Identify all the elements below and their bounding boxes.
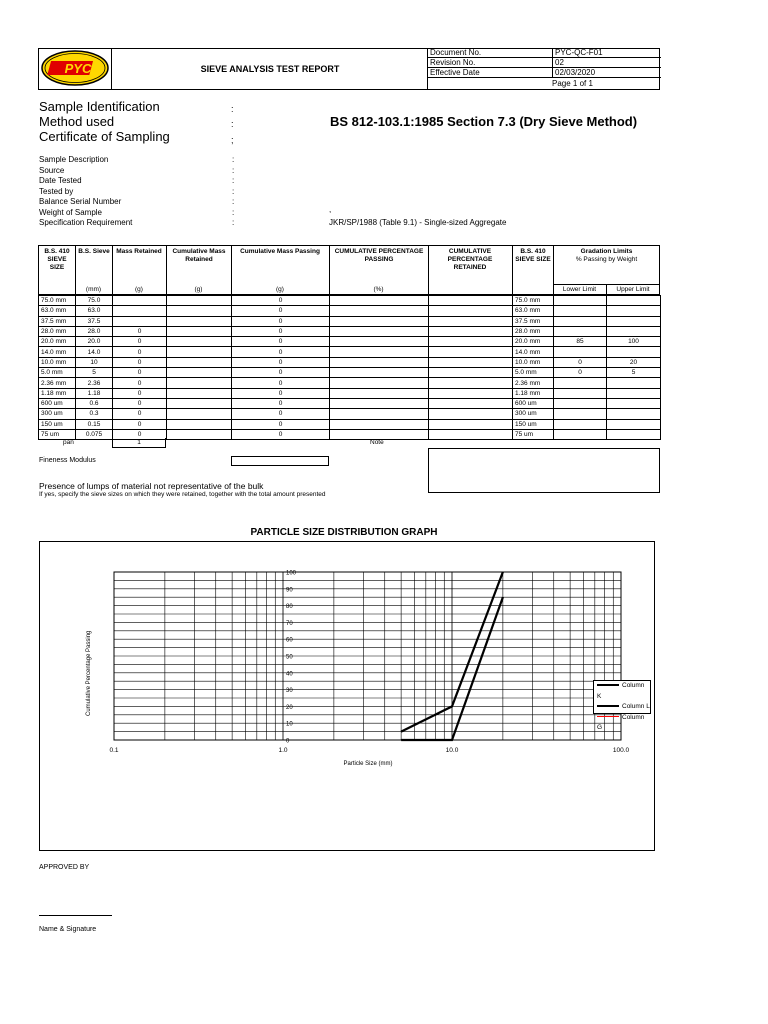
detail-tested-by: Tested by xyxy=(39,186,74,196)
cell-pct-pass[interactable] xyxy=(330,368,429,378)
detail-weight-of-sample: Weight of Sample xyxy=(39,207,102,217)
table-row xyxy=(39,398,661,408)
cell-pct-pass[interactable] xyxy=(330,398,429,408)
table-row xyxy=(39,419,661,429)
cell-size2[interactable]: 14.0 mm xyxy=(513,347,554,357)
x-tick-label: 0.1 xyxy=(109,747,119,754)
cell-cum-ret[interactable] xyxy=(167,296,232,306)
cell-lower[interactable] xyxy=(554,419,607,429)
header-lower-limit: Lower Limit xyxy=(562,286,597,293)
cell-cum-ret[interactable] xyxy=(167,429,232,439)
cell-pct-ret[interactable] xyxy=(429,357,513,367)
cell-mass[interactable]: 0 xyxy=(113,368,167,378)
cell-lower[interactable] xyxy=(554,378,607,388)
cell-upper[interactable] xyxy=(607,296,661,306)
cell-mass[interactable]: 0 xyxy=(113,419,167,429)
cell-lower[interactable]: 0 xyxy=(554,368,607,378)
cell-mass[interactable] xyxy=(113,296,167,306)
cell-mass[interactable]: 0 xyxy=(113,398,167,408)
cell-pct-ret[interactable] xyxy=(429,429,513,439)
table-row xyxy=(39,357,661,367)
cell-lower[interactable] xyxy=(554,429,607,439)
cell-lower[interactable]: 0 xyxy=(554,357,607,367)
unit-mm: (mm) xyxy=(85,286,102,293)
svg-text:PYC: PYC xyxy=(64,61,92,76)
legend-label: Column L xyxy=(622,703,650,710)
cell-cum-pass[interactable]: 0 xyxy=(232,419,330,429)
x-tick-label: 10.0 xyxy=(445,747,459,754)
cell-lower[interactable] xyxy=(554,296,607,306)
cell-mass[interactable] xyxy=(113,306,167,316)
cell-cum-pass[interactable]: 0 xyxy=(232,409,330,419)
page-number: Page 1 of 1 xyxy=(552,79,593,88)
company-logo xyxy=(40,50,110,88)
header-mass-retained: Mass Retained xyxy=(116,248,162,255)
cell-mass[interactable]: 0 xyxy=(113,347,167,357)
cell-upper[interactable] xyxy=(607,398,661,408)
colon: : xyxy=(232,176,235,185)
cell-size2[interactable]: 5.0 mm xyxy=(513,368,554,378)
cell-upper[interactable] xyxy=(607,419,661,429)
cell-mass[interactable]: 0 xyxy=(113,429,167,439)
cell-sieve[interactable]: 5 xyxy=(76,368,113,378)
cell-cum-pass[interactable]: 0 xyxy=(232,316,330,326)
cell-upper[interactable] xyxy=(607,388,661,398)
field-sample-identification: Sample Identification xyxy=(39,99,160,114)
cell-lower[interactable] xyxy=(554,388,607,398)
cell-pct-ret[interactable] xyxy=(429,398,513,408)
field-method-used: Method used xyxy=(39,114,115,129)
note-label: Note xyxy=(370,439,384,446)
signature-line[interactable] xyxy=(39,915,112,916)
legend-line-icon xyxy=(597,705,619,707)
cell-cum-ret[interactable] xyxy=(167,326,232,336)
cell-cum-ret[interactable] xyxy=(167,316,232,326)
cell-cum-ret[interactable] xyxy=(167,368,232,378)
cell-lower[interactable] xyxy=(554,398,607,408)
pan-cell: 1 xyxy=(112,438,166,448)
cell-pct-ret[interactable] xyxy=(429,347,513,357)
sieve-table-body xyxy=(38,295,661,440)
cell-size2[interactable]: 600 um xyxy=(513,398,554,408)
cell-pct-pass[interactable] xyxy=(330,326,429,336)
cell-size2[interactable]: 75 um xyxy=(513,429,554,439)
cell-cum-pass[interactable]: 0 xyxy=(232,398,330,408)
cell-size2[interactable]: 10.0 mm xyxy=(513,357,554,367)
x-tick-label: 1.0 xyxy=(278,747,288,754)
colon: : xyxy=(232,186,235,196)
cell-sieve[interactable]: 0.6 xyxy=(76,398,113,408)
cell-size[interactable]: 28.0 mm xyxy=(39,326,76,336)
col-divider xyxy=(512,245,513,295)
cell-sieve[interactable]: 2.36 xyxy=(76,378,113,388)
cell-mass[interactable]: 0 xyxy=(113,409,167,419)
cell-lower[interactable] xyxy=(554,347,607,357)
cell-size2[interactable]: 1.18 mm xyxy=(513,388,554,398)
cell-sieve[interactable]: 63.0 xyxy=(76,306,113,316)
meta-label-date: Effective Date xyxy=(430,68,480,77)
cell-mass[interactable] xyxy=(113,316,167,326)
cell-cum-ret[interactable] xyxy=(167,347,232,357)
colon: : xyxy=(232,207,235,217)
cell-pct-ret[interactable] xyxy=(429,296,513,306)
cell-size[interactable]: 1.18 mm xyxy=(39,388,76,398)
y-tick-label: 60 xyxy=(286,637,293,644)
colon: : xyxy=(232,165,235,175)
cell-size[interactable]: 300 um xyxy=(39,409,76,419)
cell-cum-ret[interactable] xyxy=(167,398,232,408)
note-box[interactable] xyxy=(428,448,660,493)
chart-legend xyxy=(593,680,651,731)
header-bs-sieve: B.S. Sieve xyxy=(78,248,110,255)
cell-size[interactable]: 600 um xyxy=(39,398,76,408)
cell-mass[interactable]: 0 xyxy=(113,337,167,347)
cell-cum-pass[interactable]: 0 xyxy=(232,306,330,316)
cell-pct-pass[interactable] xyxy=(330,409,429,419)
meta-divider xyxy=(552,48,553,78)
cell-cum-pass[interactable]: 0 xyxy=(232,378,330,388)
unit-g: (g) xyxy=(276,286,284,293)
table-row xyxy=(39,378,661,388)
y-tick-label: 70 xyxy=(286,620,293,627)
detail-sample-description: Sample Description xyxy=(39,155,109,164)
header-sieve-size: B.S. 410 SIEVE SIZE xyxy=(44,248,70,271)
cell-size[interactable]: 20.0 mm xyxy=(39,337,76,347)
cell-size[interactable]: 63.0 mm xyxy=(39,306,76,316)
cell-pct-pass[interactable] xyxy=(330,388,429,398)
cell-size2[interactable]: 150 um xyxy=(513,419,554,429)
cell-upper[interactable] xyxy=(607,409,661,419)
cell-upper[interactable]: 20 xyxy=(607,357,661,367)
cell-pct-ret[interactable] xyxy=(429,419,513,429)
cell-sieve[interactable]: 0.3 xyxy=(76,409,113,419)
cell-pct-pass[interactable] xyxy=(330,306,429,316)
colon: : xyxy=(232,155,235,164)
legend-label: Column K xyxy=(597,682,645,700)
cell-cum-pass[interactable]: 0 xyxy=(232,368,330,378)
cell-cum-ret[interactable] xyxy=(167,409,232,419)
legend-line-icon xyxy=(597,684,619,686)
header-cum-pct-retained: CUMULATIVE PERCENTAGE RETAINED xyxy=(447,248,493,271)
cell-lower[interactable] xyxy=(554,409,607,419)
cell-pct-ret[interactable] xyxy=(429,368,513,378)
detail-source: Source xyxy=(39,165,65,175)
y-tick-label: 20 xyxy=(286,704,293,711)
cell-pct-pass[interactable] xyxy=(330,378,429,388)
cell-pct-ret[interactable] xyxy=(429,388,513,398)
y-axis-label: Cumulative Percentage Passing xyxy=(86,630,92,716)
cell-sieve[interactable]: 10 xyxy=(76,357,113,367)
cell-upper[interactable] xyxy=(607,326,661,336)
y-tick-label: 90 xyxy=(286,587,293,594)
cell-lower[interactable] xyxy=(554,326,607,336)
header-cum-mass-retained: Cumulative Mass Retained xyxy=(172,248,226,263)
cell-upper[interactable] xyxy=(607,306,661,316)
cell-sieve[interactable]: 28.0 xyxy=(76,326,113,336)
cell-sieve[interactable]: 14.0 xyxy=(76,347,113,357)
legend-item-column-g xyxy=(597,713,650,734)
cell-upper[interactable]: 100 xyxy=(607,337,661,347)
fineness-modulus-label: Fineness Modulus xyxy=(39,457,96,464)
y-tick-label: 80 xyxy=(286,604,293,611)
cell-size2[interactable]: 20.0 mm xyxy=(513,337,554,347)
cell-sieve[interactable]: 20.0 xyxy=(76,337,113,347)
y-tick-label: 100 xyxy=(286,570,297,577)
header-gradation-limits: Gradation Limits xyxy=(580,248,633,255)
table-row xyxy=(39,388,661,398)
cell-cum-pass[interactable]: 0 xyxy=(232,429,330,439)
cell-upper[interactable] xyxy=(607,378,661,388)
cell-sieve[interactable]: 1.18 xyxy=(76,388,113,398)
field-certificate-of-sampling: Certificate of Sampling xyxy=(39,129,170,144)
particle-size-chart xyxy=(39,541,655,851)
cell-pct-ret[interactable] xyxy=(429,306,513,316)
legend-label: Column G xyxy=(597,713,645,731)
y-tick-label: 0 xyxy=(286,738,290,745)
cell-size[interactable]: 14.0 mm xyxy=(39,347,76,357)
cell-pct-pass[interactable] xyxy=(330,316,429,326)
cell-sieve[interactable]: 75.0 xyxy=(76,296,113,306)
unit-g: (g) xyxy=(194,286,203,293)
table-row xyxy=(39,316,661,326)
cell-cum-ret[interactable] xyxy=(167,306,232,316)
cell-cum-pass[interactable]: 0 xyxy=(232,337,330,347)
name-signature-label: Name & Signature xyxy=(39,926,97,933)
cell-cum-ret[interactable] xyxy=(167,337,232,347)
cell-size[interactable]: 5.0 mm xyxy=(39,368,76,378)
y-tick-label: 10 xyxy=(286,721,293,728)
cell-pct-ret[interactable] xyxy=(429,409,513,419)
cell-pct-ret[interactable] xyxy=(429,337,513,347)
chart-title: PARTICLE SIZE DISTRIBUTION GRAPH xyxy=(250,527,438,538)
header-gradation-sub: % Passing by Weight xyxy=(575,256,638,263)
table-row xyxy=(39,409,661,419)
colon: : xyxy=(231,104,234,114)
table-row xyxy=(39,368,661,378)
detail-balance-serial: Balance Serial Number xyxy=(39,197,122,206)
table-row xyxy=(39,326,661,336)
cell-pct-pass[interactable] xyxy=(330,357,429,367)
meta-label-doc: Document No. xyxy=(430,48,482,57)
meta-value-date: 02/03/2020 xyxy=(555,68,596,77)
cell-upper[interactable] xyxy=(607,347,661,357)
cell-size2[interactable]: 300 um xyxy=(513,409,554,419)
cell-size[interactable]: 150 um xyxy=(39,419,76,429)
detail-specification: Specification Requirement xyxy=(39,218,133,227)
meta-block xyxy=(427,48,660,90)
cell-size[interactable]: 75.0 mm xyxy=(39,296,76,306)
cell-size[interactable]: 75 um xyxy=(39,429,76,439)
method-value: BS 812-103.1:1985 Section 7.3 (Dry Sieve Method) xyxy=(330,114,638,129)
cell-mass[interactable]: 0 xyxy=(113,378,167,388)
cell-sieve[interactable]: 0.075 xyxy=(76,429,113,439)
table-row xyxy=(39,296,661,306)
y-tick-label: 40 xyxy=(286,671,293,678)
cell-mass[interactable]: 0 xyxy=(113,357,167,367)
header-cum-mass-passing: Cumulative Mass Passing xyxy=(240,248,320,255)
cell-size[interactable]: 10.0 mm xyxy=(39,357,76,367)
header-cum-pct-passing: CUMULATIVE PERCENTAGE PASSING xyxy=(334,248,424,263)
table-row xyxy=(39,306,661,316)
cell-lower[interactable] xyxy=(554,316,607,326)
cell-sieve[interactable]: 37.5 xyxy=(76,316,113,326)
legend-marker-icon xyxy=(597,716,619,717)
cell-size2[interactable]: 37.5 mm xyxy=(513,316,554,326)
unit-g: (g) xyxy=(135,286,143,293)
cell-pct-ret[interactable] xyxy=(429,326,513,336)
approved-by: APPROVED BY xyxy=(39,864,90,871)
x-axis-label: Particle Size (mm) xyxy=(343,761,393,767)
colon: : xyxy=(232,197,235,206)
x-tick-label: 100.0 xyxy=(612,747,630,754)
cell-upper[interactable] xyxy=(607,429,661,439)
meta-value-doc: PYC-QC-F01 xyxy=(555,48,603,57)
cell-size[interactable]: 37.5 mm xyxy=(39,316,76,326)
cell-lower[interactable]: 85 xyxy=(554,337,607,347)
specification-value: JKR/SP/1988 (Table 9.1) - Single-sized Aggregate xyxy=(329,218,507,227)
cell-cum-pass[interactable]: 0 xyxy=(232,388,330,398)
cell-cum-pass[interactable]: 0 xyxy=(232,326,330,336)
weight-value: , xyxy=(329,205,332,214)
detail-date-tested: Date Tested xyxy=(39,176,82,185)
cell-cum-ret[interactable] xyxy=(167,378,232,388)
cell-pct-pass[interactable] xyxy=(330,347,429,357)
cell-size[interactable]: 2.36 mm xyxy=(39,378,76,388)
cell-cum-ret[interactable] xyxy=(167,357,232,367)
table-row xyxy=(39,337,661,347)
colon: : xyxy=(232,218,235,227)
cell-pct-ret[interactable] xyxy=(429,316,513,326)
cell-mass[interactable]: 0 xyxy=(113,388,167,398)
pan-label: pan xyxy=(63,439,74,446)
fineness-modulus-field[interactable] xyxy=(231,456,329,466)
cell-pct-pass[interactable] xyxy=(330,419,429,429)
cell-pct-ret[interactable] xyxy=(429,378,513,388)
meta-value-rev: 02 xyxy=(555,58,564,67)
cell-cum-pass[interactable]: 0 xyxy=(232,357,330,367)
cell-pct-pass[interactable] xyxy=(330,296,429,306)
unit-percent: (%) xyxy=(373,286,384,293)
lumps-title: Presence of lumps of material not representative of the bulk xyxy=(39,481,264,491)
cell-cum-pass[interactable]: 0 xyxy=(232,296,330,306)
y-tick-label: 50 xyxy=(286,654,293,661)
col-divider xyxy=(428,245,429,295)
colon: : xyxy=(231,119,234,129)
row-divider xyxy=(553,284,660,285)
cell-sieve[interactable]: 0.15 xyxy=(76,419,113,429)
table-row xyxy=(39,347,661,357)
y-tick-label: 30 xyxy=(286,688,293,695)
lumps-subtitle: If yes, specify the sieve sizes on which they were retained, together with the total amount presented xyxy=(39,491,326,498)
cell-lower[interactable] xyxy=(554,306,607,316)
cell-cum-ret[interactable] xyxy=(167,388,232,398)
cell-upper[interactable]: 5 xyxy=(607,368,661,378)
cell-upper[interactable] xyxy=(607,316,661,326)
header-sieve-size-2: B.S. 410 SIEVE SIZE xyxy=(515,248,551,263)
cell-pct-pass[interactable] xyxy=(330,337,429,347)
cell-size2[interactable]: 63.0 mm xyxy=(513,306,554,316)
cell-size2[interactable]: 75.0 mm xyxy=(513,296,554,306)
legend-item-column-l xyxy=(597,702,650,713)
cell-mass[interactable]: 0 xyxy=(113,326,167,336)
cell-size2[interactable]: 2.36 mm xyxy=(513,378,554,388)
header-upper-limit: Upper Limit xyxy=(616,286,650,293)
legend-item-column-k xyxy=(597,681,650,702)
report-title: SIEVE ANALYSIS TEST REPORT xyxy=(200,64,340,74)
cell-cum-ret[interactable] xyxy=(167,419,232,429)
colon: ; xyxy=(231,135,234,145)
cell-size2[interactable]: 28.0 mm xyxy=(513,326,554,336)
meta-label-rev: Revision No. xyxy=(430,58,476,67)
cell-cum-pass[interactable]: 0 xyxy=(232,347,330,357)
